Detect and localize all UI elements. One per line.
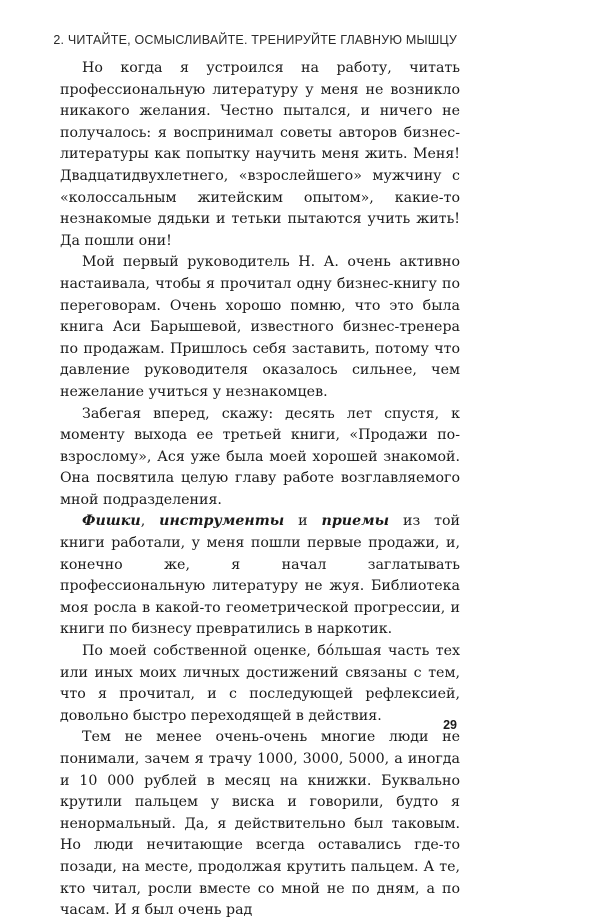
emphasis-fishki: Фишки	[82, 513, 141, 530]
paragraph-4	[60, 511, 460, 641]
emphasis-instrumenty: инструменты	[159, 513, 285, 530]
body-text	[60, 58, 460, 922]
separator-and: и	[284, 513, 322, 530]
paragraph-2: Мой первый руководитель Н. А. очень активно настаивала, чтобы я прочитал одну бизнес-книгу по переговорам. Очень хорошо помню, что это была книга Аси Барышевой, известного бизнес-тренера по продажам. Пришлось себя заставить, потому что давление руководителя оказалось сильнее, чем нежелание учиться у незнакомцев.	[60, 254, 460, 400]
emphasis-priemy: приемы	[321, 513, 390, 530]
paragraph-1: Но когда я устроился на работу, читать профессиональную литературу у меня не возникло никакого желания. Честно пытался, и ничего не получалось: я воспринимал советы авторов бизнес-литературы как попытку научить меня жить. Меня! Двадцатидвухлетнего, «взрослейшего» мужчину с «колоссальным житейским опытом», какие-то незнакомые дядьки и тетьки пытаются учить жить! Да пошли они!	[60, 60, 460, 249]
separator-comma: ,	[140, 513, 160, 530]
paragraph-6: Тем не менее очень-очень многие люди не понимали, зачем я трачу 1000, 3000, 5000, а иногда и 10 000 рублей в месяц на книжки. Буквально крутили пальцем у виска и говорили, будто я ненормальный. Да, я действительно был таковым. Но люди нечитающие всегда оставались где-то позади, на месте, продолжая крутить пальцем. А те, кто читал, росли вместе со мной не по дням, а по часам. И я был очень рад	[60, 729, 460, 919]
running-title: 2. ЧИТАЙТЕ, ОСМЫСЛИВАЙТЕ. ТРЕНИРУЙТЕ ГЛАВНУЮ МЫШЦУ	[53, 33, 457, 47]
paragraph-3: Забегая вперед, скажу: десять лет спустя, к моменту выхода ее третьей книги, «Продажи по-взрослому», Ася уже была моей хорошей знакомой. Она посвятила целую главу работе возглавляемого мной подразделения.	[60, 405, 460, 508]
paragraph-5: По моей собственной оценке, бóльшая часть тех или иных моих личных достижений связаны с тем, что я прочитал, и с последующей рефлексией, довольно быстро переходящей в действия.	[60, 643, 460, 724]
page-number: 29	[443, 718, 457, 732]
paragraph-4-rest: из той книги работали, у меня пошли первые продажи, и, конечно же, я начал заглатывать профессиональную литературу не жуя. Библиотека моя росла в какой-то геометрической прогрессии, и книги по бизнесу превратились в наркотик.	[60, 513, 460, 638]
